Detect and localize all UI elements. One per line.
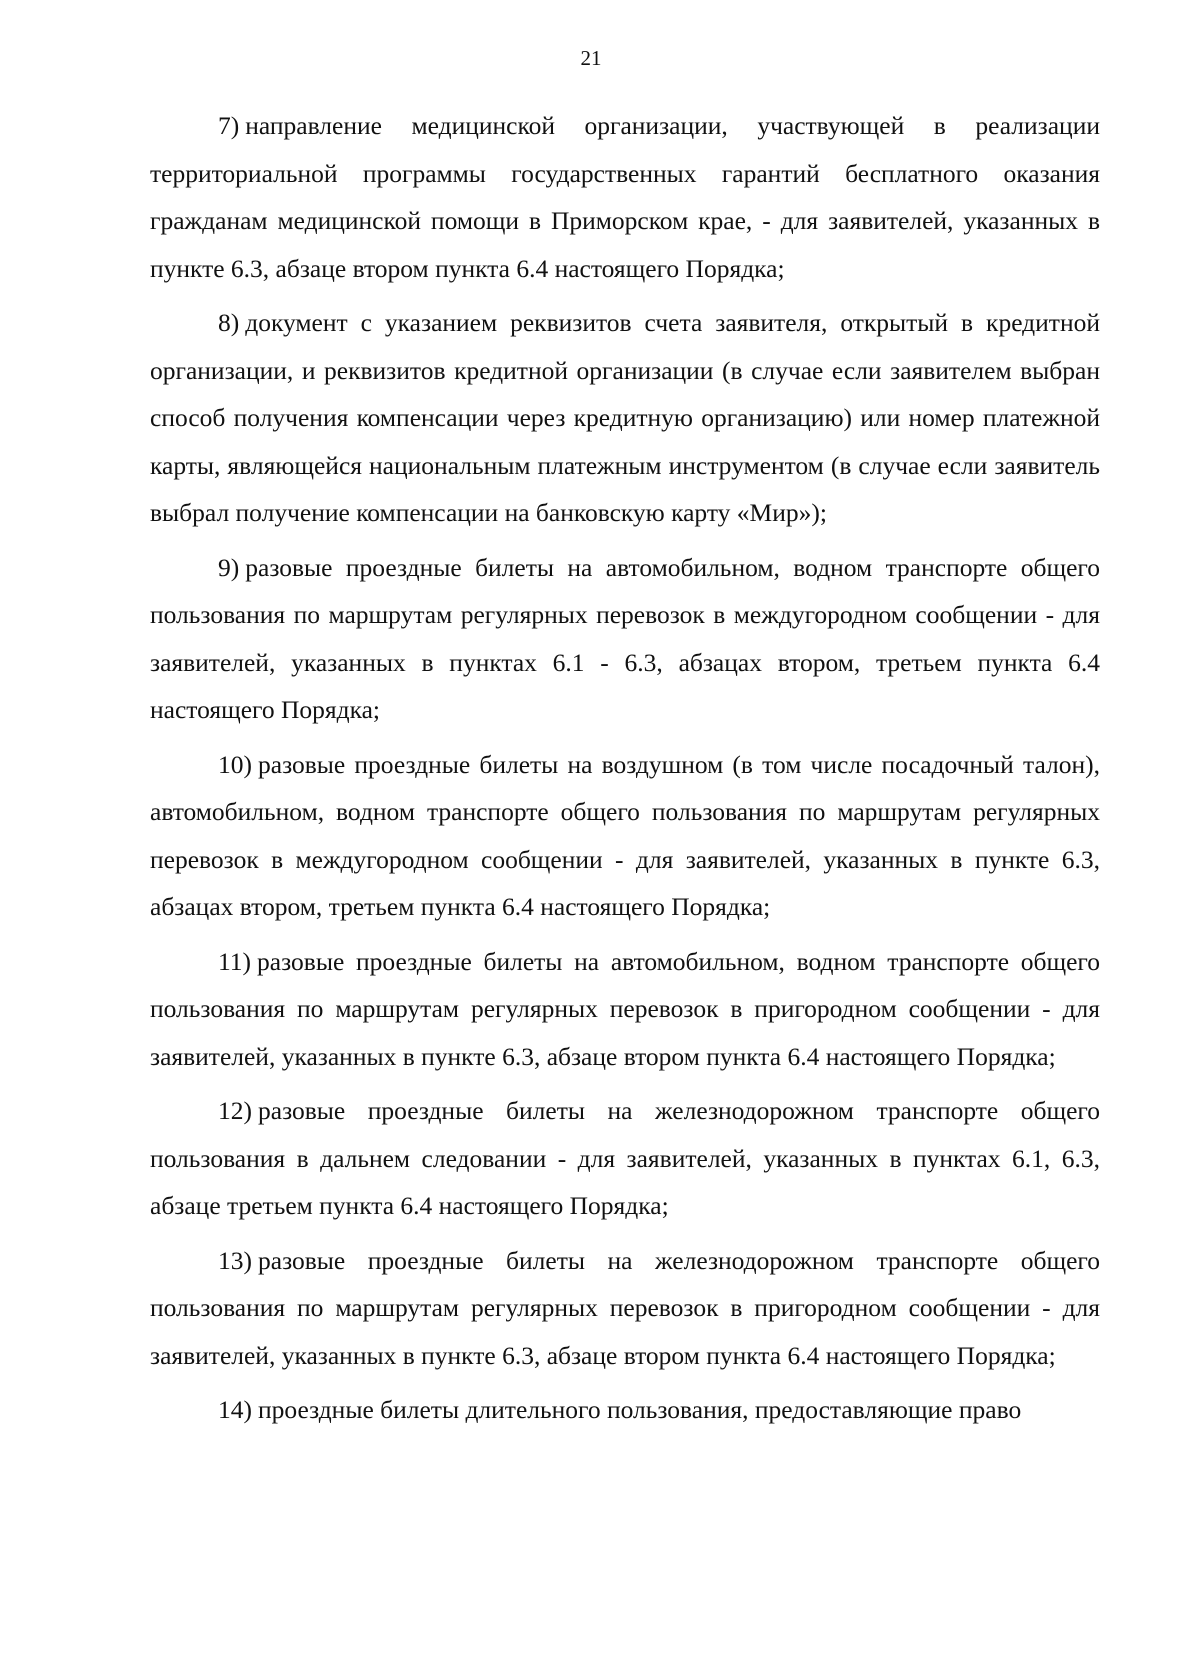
item-number: 8) (218, 308, 240, 337)
item-text: разовые проездные билеты на железнодорожном транспорте общего пользования в дальнем следовании - для заявителей, указанных в пунктах 6.1, 6.3, абзаце третьем пункта 6.4 настоящего Порядка; (150, 1096, 1100, 1220)
item-number: 14) (218, 1395, 252, 1424)
item-number: 11) (218, 946, 252, 976)
list-item-13 (150, 1237, 1100, 1380)
list-item-7 (150, 102, 1100, 292)
list-item-11 (150, 938, 1100, 1081)
list-item-10 (150, 741, 1100, 931)
list-item-8 (150, 299, 1100, 537)
document-body (150, 102, 1100, 1434)
item-text: проездные билеты длительного пользования, предоставляющие право (258, 1395, 1022, 1424)
item-number: 13) (218, 1245, 252, 1275)
item-number: 7) (218, 111, 240, 140)
item-text: разовые проездные билеты на автомобильном, водном транспорте общего пользования по маршрутам регулярных перевозок в междугородном сообщении - для заявителей, указанных в пунктах 6.1 - 6.3, абзацах втором, третьем пункта 6.4 настоящего Порядка; (150, 552, 1100, 724)
list-item-9 (150, 544, 1100, 734)
item-number: 10) (218, 749, 252, 779)
item-text: разовые проездные билеты на воздушном (в том числе посадочный талон), автомобильном, водном транспорте общего пользования по маршрутам регулярных перевозок в междугородном сообщении - для заявителей, указанных в пункте 6.3, абзацах втором, третьем пункта 6.4 настоящего Порядка; (150, 749, 1100, 921)
item-number: 9) (218, 552, 240, 582)
item-text: направление медицинской организации, участвующей в реализации территориальной программы государственных гарантий бесплатного оказания гражданам медицинской помощи в Приморском крае, - для заявителей, указанных в пункте 6.3, абзаце втором пункта 6.4 настоящего Порядка; (150, 111, 1100, 283)
item-text: разовые проездные билеты на железнодорожном транспорте общего пользования по маршрутам регулярных перевозок в пригородном сообщении - для заявителей, указанных в пункте 6.3, абзаце втором пункта 6.4 настоящего Порядка; (150, 1245, 1100, 1370)
item-text: документ с указанием реквизитов счета заявителя, открытый в кредитной организации, и реквизитов кредитной организации (в случае если заявителем выбран способ получения компенсации через кредитную организацию) или номер платежной карты, являющейся национальным платежным инструментом (в случае если заявитель выбрал получение компенсации на банковскую карту «Мир»); (150, 308, 1100, 527)
page-number: 21 (580, 46, 602, 70)
item-number: 12) (218, 1096, 252, 1125)
item-text: разовые проездные билеты на автомобильном, водном транспорте общего пользования по маршрутам регулярных перевозок в пригородном сообщении - для заявителей, указанных в пункте 6.3, абзаце втором пункта 6.4 настоящего Порядка; (150, 946, 1100, 1071)
list-item-12 (150, 1087, 1100, 1230)
list-item-14 (150, 1386, 1100, 1434)
